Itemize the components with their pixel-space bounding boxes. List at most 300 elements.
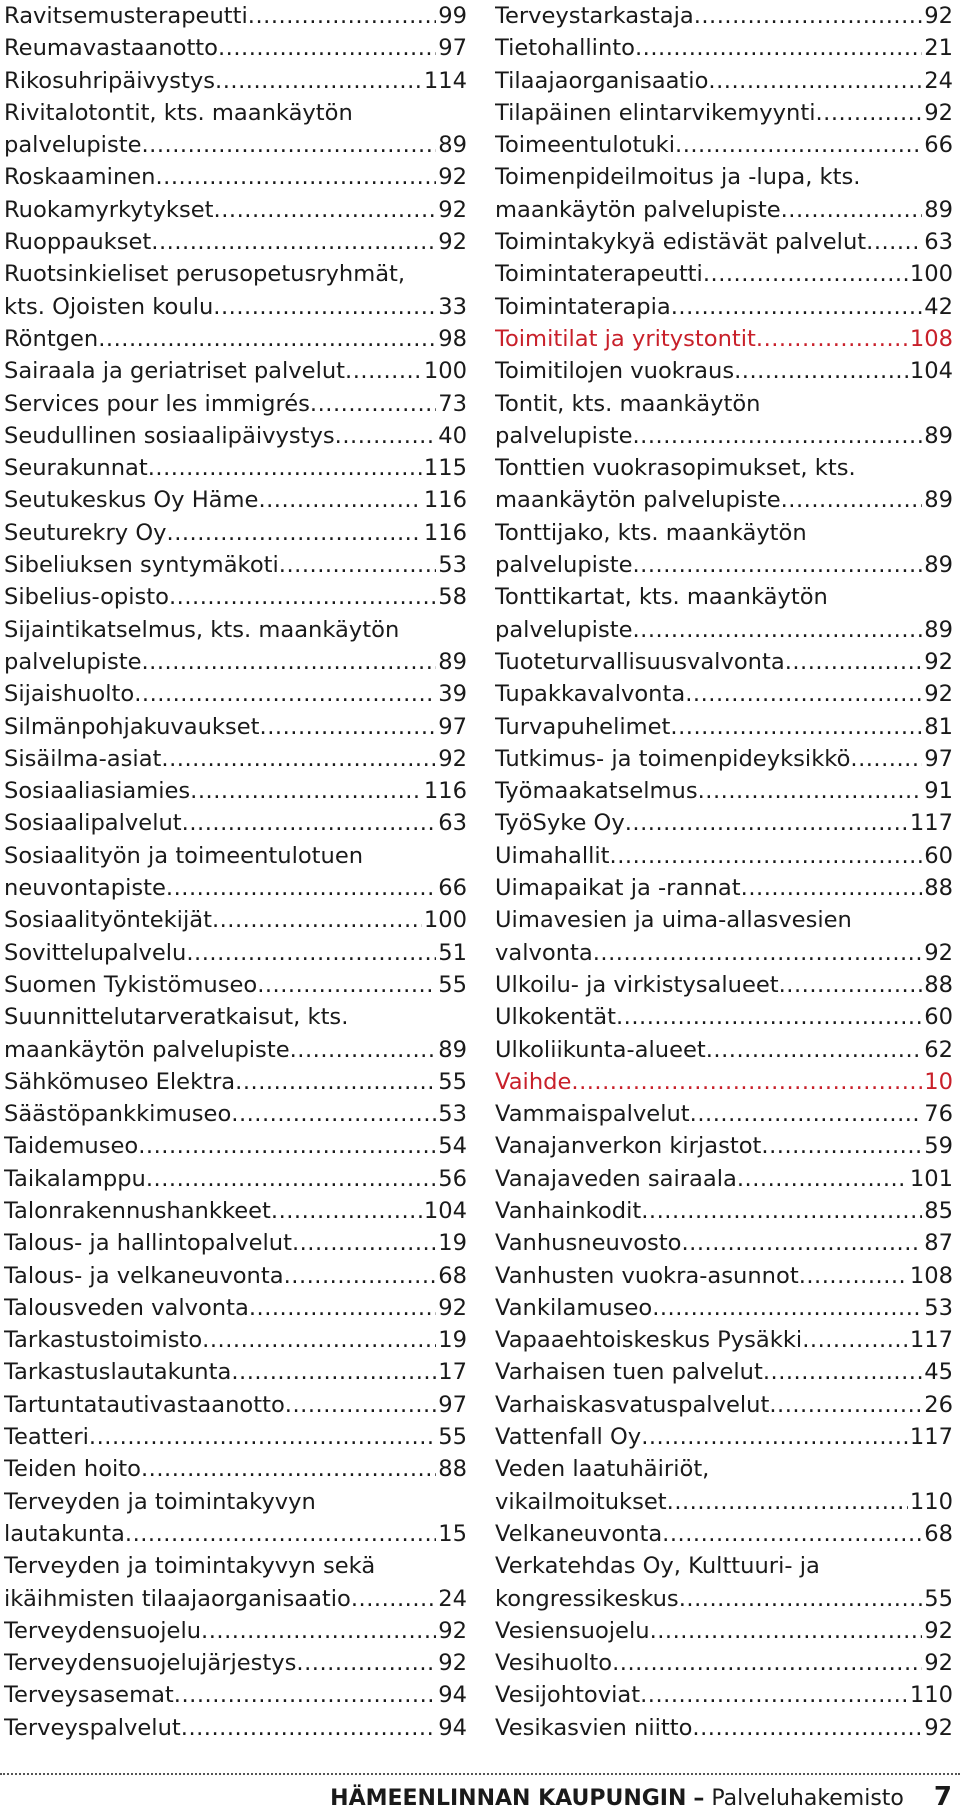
dot-leader (201, 1615, 436, 1647)
index-entry-label: ikäihmisten tilaajaorganisaatio (4, 1585, 351, 1612)
index-entry-page: 55 (924, 1585, 953, 1612)
dot-leader (235, 1066, 436, 1098)
index-entry (4, 129, 467, 161)
dot-leader (625, 807, 908, 839)
index-entry-page: 45 (924, 1359, 953, 1386)
index-entry-label: palvelupiste (4, 132, 142, 159)
index-entry-page: 88 (924, 875, 953, 902)
index-entry-page: 60 (924, 1004, 953, 1031)
index-entry-label: Suomen Tykistömuseo (4, 971, 258, 998)
index-entry-label: lautakunta (4, 1520, 125, 1547)
index-entry-page: 92 (438, 196, 467, 223)
dot-leader (632, 420, 922, 452)
index-entry-label: Tonttien vuokrasopimukset, kts. (495, 455, 856, 482)
index-entry-label: Varhaisen tuen palvelut (495, 1359, 763, 1386)
dot-leader (345, 355, 422, 387)
index-entry (4, 1260, 467, 1292)
dot-leader (190, 775, 422, 807)
dot-leader (675, 129, 922, 161)
index-entry (495, 517, 953, 549)
dot-leader (737, 1163, 908, 1195)
index-entry-label: Tupakkavalvonta (495, 681, 686, 708)
index-entry-page: 89 (924, 196, 953, 223)
index-entry-label: Tilaajaorganisaatio (495, 67, 709, 94)
dot-leader (734, 355, 908, 387)
index-entry-page: 51 (438, 939, 467, 966)
index-entry-page: 53 (924, 1294, 953, 1321)
index-entry-label: Tartuntatautivastaanotto (4, 1391, 285, 1418)
dot-leader (174, 1679, 436, 1711)
index-entry-label: Ruokamyrkytykset (4, 196, 214, 223)
index-entry-page: 104 (909, 358, 953, 385)
dot-leader (763, 1356, 922, 1388)
index-entry-page: 100 (909, 261, 953, 288)
dot-leader (285, 1389, 436, 1421)
index-entry-label: Talonrakennushankkeet (4, 1197, 271, 1224)
index-entry (4, 678, 467, 710)
index-entry-label: vikailmoitukset (495, 1488, 667, 1515)
index-entry (4, 420, 467, 452)
index-entry (495, 1260, 953, 1292)
dot-leader (271, 1195, 422, 1227)
index-entry (4, 1227, 467, 1259)
index-entry (495, 775, 953, 807)
index-entry-page: 24 (924, 67, 953, 94)
index-entry (495, 1389, 953, 1421)
dot-leader (662, 1518, 922, 1550)
index-entry-page: 117 (909, 810, 953, 837)
dot-leader (98, 323, 436, 355)
index-entry (4, 517, 467, 549)
dot-leader (141, 646, 436, 678)
index-entry (495, 872, 953, 904)
index-entry-label: Roskaaminen (4, 164, 156, 191)
index-entry-page: 101 (909, 1165, 953, 1192)
index-entry (495, 678, 953, 710)
index-entry (495, 1550, 953, 1582)
index-entry (4, 65, 467, 97)
index-entry (495, 1583, 953, 1615)
page-number: 7 (933, 1782, 952, 1812)
index-entry (4, 937, 467, 969)
dot-leader (781, 484, 923, 516)
index-entry (495, 0, 953, 32)
index-entry-label: Ruotsinkieliset perusopetusryhmät, (4, 261, 406, 288)
dot-leader (671, 291, 923, 323)
index-entry-page: 110 (909, 1488, 953, 1515)
index-entry (4, 355, 467, 387)
dot-leader (816, 97, 923, 129)
index-entry-label: Terveyspalvelut (4, 1714, 181, 1741)
dot-leader (249, 1292, 436, 1324)
index-entry-page: 26 (924, 1391, 953, 1418)
index-entry (4, 194, 467, 226)
index-entry-page: 92 (924, 1617, 953, 1644)
dot-leader (779, 969, 923, 1001)
index-entry-page: 62 (924, 1036, 953, 1063)
index-entry-label: Vanajaveden sairaala (495, 1165, 737, 1192)
dot-leader (681, 1227, 922, 1259)
dot-leader (134, 678, 436, 710)
index-entry-page: 94 (438, 1682, 467, 1709)
index-entry (495, 1066, 953, 1098)
index-entry-page: 97 (438, 713, 467, 740)
index-entry-label: Sosiaalityön ja toimeentulotuen (4, 842, 364, 869)
dot-leader (166, 872, 436, 904)
index-entry-label: Veden laatuhäiriöt, (495, 1456, 710, 1483)
index-entry (4, 1453, 467, 1485)
page-footer (330, 1782, 952, 1812)
dot-leader (670, 711, 922, 743)
index-entry-label: palvelupiste (495, 616, 633, 643)
index-entry (495, 194, 953, 226)
dot-leader (593, 937, 923, 969)
index-entry (495, 840, 953, 872)
index-entry-label: Vammaispalvelut (495, 1101, 690, 1128)
dot-leader (212, 904, 422, 936)
index-entry (4, 1098, 467, 1130)
index-entry-page: 68 (924, 1520, 953, 1547)
index-entry-label: valvonta (495, 939, 593, 966)
index-entry-page: 92 (924, 99, 953, 126)
index-entry-label: Sijaintikatselmus, kts. maankäytön (4, 616, 400, 643)
index-entry (495, 1130, 953, 1162)
dot-leader (571, 1066, 922, 1098)
index-entry (4, 872, 467, 904)
index-entry-page: 81 (924, 713, 953, 740)
dot-leader (706, 1034, 923, 1066)
index-entry (495, 484, 953, 516)
index-entry-page: 92 (924, 1650, 953, 1677)
index-entry-label: neuvontapiste (4, 875, 166, 902)
index-entry-page: 99 (438, 3, 467, 29)
index-entry-label: Vanhusten vuokra-asunnot (495, 1262, 799, 1289)
index-entry (495, 1647, 953, 1679)
index-entry (4, 1421, 467, 1453)
index-entry-label: Sosiaaliasiamies (4, 778, 191, 805)
index-entry-label: Varhaiskasvatuspalvelut (495, 1391, 770, 1418)
dot-leader (708, 65, 922, 97)
index-entry-label: Säästöpankkimuseo (4, 1101, 232, 1128)
index-entry-label: Röntgen (4, 325, 99, 352)
index-entry-label: Sovittelupalvelu (4, 939, 187, 966)
index-entry-page: 66 (924, 132, 953, 159)
dot-leader (310, 388, 436, 420)
dot-leader (650, 1615, 923, 1647)
index-entry (495, 1356, 953, 1388)
index-entry (495, 1453, 953, 1485)
index-entry (4, 807, 467, 839)
index-entry-page: 21 (924, 35, 953, 62)
index-entry (4, 291, 467, 323)
index-entry-label: Uimavesien ja uima-allasvesien (495, 907, 852, 934)
index-entry-label: maankäytön palvelupiste (495, 196, 781, 223)
index-entry-page: 53 (438, 1101, 467, 1128)
index-entry-label: maankäytön palvelupiste (495, 487, 781, 514)
index-entry-label: Sibeliuksen syntymäkoti (4, 552, 279, 579)
index-entry-page: 54 (438, 1133, 467, 1160)
index-entry (495, 420, 953, 452)
index-entry (495, 969, 953, 1001)
index-entry-label: Seutukeskus Oy Häme (4, 487, 259, 514)
index-entry-label: Vapaaehtoiskeskus Pysäkki (495, 1327, 803, 1354)
dot-leader (635, 32, 922, 64)
index-entry-page: 97 (438, 1391, 467, 1418)
index-entry-page: 89 (438, 648, 467, 675)
index-entry-label: Turvapuhelimet (495, 713, 671, 740)
index-entry (495, 904, 953, 936)
index-entry-label: Tontit, kts. maankäytön (495, 390, 761, 417)
dot-leader (181, 1712, 436, 1744)
index-entry (4, 226, 467, 258)
index-entry (4, 1647, 467, 1679)
dot-leader (685, 678, 922, 710)
index-entry-label: Terveydensuojelu (4, 1617, 202, 1644)
index-entry-label: palvelupiste (495, 422, 633, 449)
index-entry-page: 15 (438, 1520, 467, 1547)
dot-leader (652, 1292, 922, 1324)
index-entry (4, 388, 467, 420)
index-entry-page: 92 (438, 1650, 467, 1677)
index-entry (495, 1195, 953, 1227)
index-entry-page: 92 (438, 164, 467, 191)
index-entry-label: Teatteri (4, 1424, 89, 1451)
index-entry (4, 1130, 467, 1162)
index-entry-label: Sijaishuolto (4, 681, 135, 708)
dot-leader (612, 1647, 922, 1679)
index-entry-label: Vaihde (495, 1068, 572, 1095)
dot-leader (202, 1324, 436, 1356)
index-entry-page: 92 (924, 939, 953, 966)
index-entry (495, 1712, 953, 1744)
index-entry-page: 116 (423, 487, 467, 514)
index-entry-page: 94 (438, 1714, 467, 1741)
index-entry-page: 92 (438, 1294, 467, 1321)
dot-leader (703, 258, 908, 290)
index-entry-label: Taidemuseo (4, 1133, 139, 1160)
index-entry-label: Silmänpohjakuvaukset (4, 713, 260, 740)
dot-leader (148, 452, 422, 484)
dot-leader (231, 1356, 436, 1388)
footer-publisher: HÄMEENLINNAN KAUPUNGIN (330, 1786, 687, 1811)
index-entry-label: Toimintaterapeutti (495, 261, 703, 288)
index-entry-label: Vesijohtoviat (495, 1682, 641, 1709)
index-entry (4, 1163, 467, 1195)
index-entry (495, 129, 953, 161)
index-entry-label: Ulkokentät (495, 1004, 616, 1031)
dot-leader (161, 743, 436, 775)
index-entry (4, 484, 467, 516)
dot-leader (296, 1647, 436, 1679)
index-entry-label: TyöSyke Oy (495, 810, 625, 837)
index-entry-page: 89 (438, 132, 467, 159)
index-entry (495, 32, 953, 64)
dot-leader (138, 1130, 436, 1162)
index-entry-page: 66 (438, 875, 467, 902)
index-entry (495, 452, 953, 484)
index-entry-page: 63 (924, 229, 953, 256)
index-entry (4, 1356, 467, 1388)
index-entry-page: 115 (423, 455, 467, 482)
index-entry (495, 1292, 953, 1324)
index-entry (4, 1324, 467, 1356)
index-entry-page: 53 (438, 552, 467, 579)
dot-leader (632, 549, 922, 581)
index-entry-label: Tutkimus- ja toimenpideyksikkö (495, 745, 851, 772)
index-entry-label: Tilapäinen elintarvikemyynti (495, 99, 816, 126)
index-entry-label: Talousveden valvonta (4, 1294, 249, 1321)
dot-leader (248, 0, 436, 32)
index-entry (4, 1066, 467, 1098)
dot-leader (761, 1130, 922, 1162)
index-entry-label: Rikosuhripäivystys (4, 67, 216, 94)
index-entry (495, 1615, 953, 1647)
index-entry-label: palvelupiste (4, 648, 142, 675)
index-entry-page: 100 (423, 358, 467, 385)
index-entry-label: Vanajanverkon kirjastot (495, 1133, 762, 1160)
index-entry (4, 581, 467, 613)
index-entry-label: Sibelius-opisto (4, 584, 169, 611)
index-entry-label: Sosiaalityöntekijät (4, 907, 212, 934)
index-entry-label: Vanhainkodit (495, 1197, 642, 1224)
index-entry-label: Ulkoilu- ja virkistysalueet (495, 971, 779, 998)
index-entry-page: 108 (909, 1262, 953, 1289)
index-entry-label: Tuoteturvallisuusvalvonta (495, 648, 785, 675)
index-entry (495, 614, 953, 646)
index-entry (4, 1001, 467, 1033)
index-entry-label: Uimapaikat ja -rannat (495, 875, 741, 902)
dot-leader (641, 1421, 908, 1453)
index-entry-page: 55 (438, 971, 467, 998)
footer-divider (0, 1773, 960, 1781)
index-entry (495, 258, 953, 290)
index-entry (495, 807, 953, 839)
index-entry (4, 549, 467, 581)
index-entry (495, 743, 953, 775)
index-entry (4, 0, 467, 32)
dot-leader (640, 1679, 908, 1711)
index-entry-page: 68 (438, 1262, 467, 1289)
index-entry-label: Terveystarkastaja (495, 3, 694, 29)
dot-leader (756, 323, 908, 355)
index-entry-label: Toimeentulotuki (495, 132, 676, 159)
dot-leader (694, 0, 923, 32)
index-entry (495, 1679, 953, 1711)
index-entry-label: Sähkömuseo Elektra (4, 1068, 236, 1095)
dot-leader (351, 1583, 436, 1615)
dot-leader (692, 1712, 922, 1744)
index-entry (4, 1518, 467, 1550)
index-entry-label: Tonttikartat, kts. maankäytön (495, 584, 828, 611)
index-entry-page: 73 (438, 390, 467, 417)
dot-leader (279, 549, 436, 581)
index-entry-page: 17 (438, 1359, 467, 1386)
index-entry-page: 89 (924, 552, 953, 579)
dot-leader (146, 1163, 436, 1195)
index-entry (495, 937, 953, 969)
index-entry-label: Toimintaterapia (495, 293, 671, 320)
index-entry-page: 89 (924, 616, 953, 643)
dot-leader (799, 1260, 908, 1292)
index-entry (495, 1163, 953, 1195)
index-entry (495, 161, 953, 193)
index-entry (495, 1098, 953, 1130)
index-entry-label: Vesiensuojelu (495, 1617, 650, 1644)
index-entry-label: Uimahallit (495, 842, 610, 869)
index-entry-page: 40 (438, 422, 467, 449)
index-entry-label: Terveyden ja toimintakyvyn (4, 1488, 316, 1515)
dot-leader (667, 1486, 908, 1518)
index-entry-label: Terveydensuojelujärjestys (4, 1650, 297, 1677)
index-entry (495, 97, 953, 129)
index-entry (495, 1486, 953, 1518)
dot-leader (785, 646, 923, 678)
index-entry (4, 646, 467, 678)
index-entry-page: 88 (438, 1456, 467, 1483)
footer-dash: – (693, 1786, 705, 1811)
index-entry-page: 89 (924, 487, 953, 514)
dot-leader (866, 226, 922, 258)
index-entry (495, 711, 953, 743)
index-entry-page: 63 (438, 810, 467, 837)
dot-leader (186, 937, 436, 969)
dot-leader (215, 65, 422, 97)
dot-leader (632, 614, 922, 646)
index-entry (495, 581, 953, 613)
index-entry-page: 114 (423, 67, 467, 94)
index-entry-label: Rivitalotontit, kts. maankäytön (4, 99, 353, 126)
index-entry-page: 55 (438, 1424, 467, 1451)
index-entry-page: 59 (924, 1133, 953, 1160)
index-entry (495, 646, 953, 678)
index-entry-label: Sosiaalipalvelut (4, 810, 182, 837)
dot-leader (850, 743, 922, 775)
index-entry-label: Tarkastuslautakunta (4, 1359, 232, 1386)
index-entry-page: 117 (909, 1327, 953, 1354)
index-entry-page: 56 (438, 1165, 467, 1192)
index-entry-page: 92 (438, 745, 467, 772)
index-entry (4, 161, 467, 193)
index-entry-label: Talous- ja hallintopalvelut (4, 1230, 292, 1257)
dot-leader (698, 775, 923, 807)
index-entry-label: Työmaakatselmus (495, 778, 698, 805)
dot-leader (292, 1227, 436, 1259)
dot-leader (182, 807, 437, 839)
index-entry-page: 108 (909, 325, 953, 352)
index-entry-label: Vesihuolto (495, 1650, 613, 1677)
index-entry-page: 92 (924, 3, 953, 29)
index-entry-page: 92 (924, 681, 953, 708)
index-entry-label: Toimenpideilmoitus ja -lupa, kts. (495, 164, 861, 191)
index-entry-page: 104 (423, 1197, 467, 1224)
dot-leader (151, 226, 436, 258)
dot-leader (169, 581, 436, 613)
index-entry-page: 89 (924, 422, 953, 449)
dot-leader (125, 1518, 436, 1550)
index-entry-page: 87 (924, 1230, 953, 1257)
index-entry-page: 42 (924, 293, 953, 320)
index-entry-label: Sairaala ja geriatriset palvelut (4, 358, 346, 385)
index-entry-label: Seurakunnat (4, 455, 148, 482)
index-entry (4, 969, 467, 1001)
index-entry (4, 614, 467, 646)
index-entry-page: 60 (924, 842, 953, 869)
index-entry-label: Reumavastaanotto (4, 35, 218, 62)
index-entry (4, 1195, 467, 1227)
dot-leader (260, 711, 437, 743)
index-entry (4, 1292, 467, 1324)
index-entry (495, 1227, 953, 1259)
